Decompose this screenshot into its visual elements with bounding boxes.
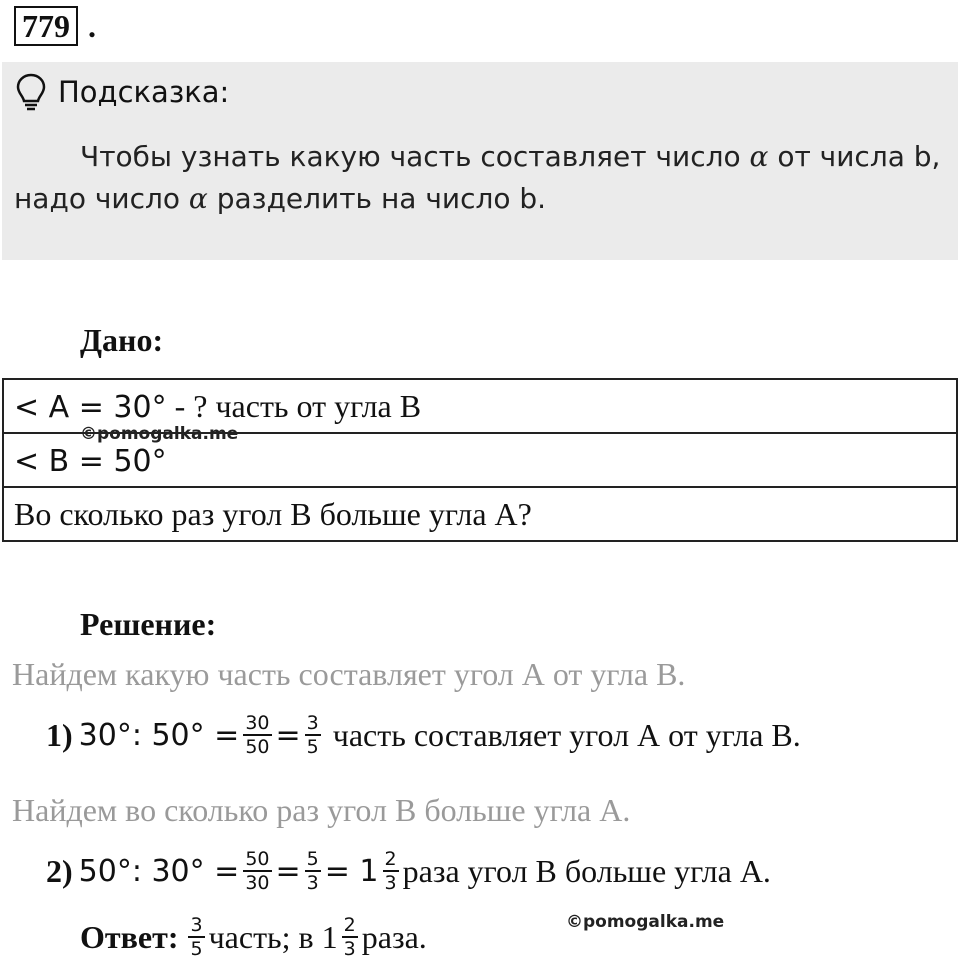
given-table bbox=[2, 378, 958, 542]
solution-step-1 bbox=[46, 712, 801, 758]
hint-line1-end: от числа b, bbox=[768, 140, 941, 173]
given-text: - ? часть от угла B bbox=[166, 387, 422, 424]
fraction-denominator: 3 bbox=[384, 872, 397, 894]
fraction bbox=[188, 914, 204, 960]
fraction-numerator: 30 bbox=[245, 712, 270, 734]
fraction-denominator: 3 bbox=[306, 872, 319, 894]
answer-text-2: раза. bbox=[361, 918, 427, 955]
given-text: Во сколько раз угол В больше угла А? bbox=[14, 495, 532, 532]
fraction-numerator: 2 bbox=[384, 848, 397, 870]
fraction-numerator: 3 bbox=[190, 914, 203, 936]
hint-text bbox=[14, 136, 944, 220]
hint-var-a: α bbox=[749, 140, 769, 173]
solution-hint-1: Найдем какую часть составляет угол А от угла В. bbox=[12, 656, 686, 692]
fraction-denominator: 30 bbox=[245, 872, 270, 894]
step-number: 1) bbox=[46, 716, 73, 753]
fraction bbox=[342, 914, 358, 960]
equals-one: = 1 bbox=[324, 853, 379, 889]
fraction-numerator: 50 bbox=[245, 848, 270, 870]
hint-line2-end: разделить на число b. bbox=[207, 182, 547, 215]
given-math: < A = 30° bbox=[14, 389, 167, 425]
hint-line1-start: Чтобы узнать какую часть составляет число bbox=[80, 140, 750, 173]
fraction bbox=[383, 848, 399, 894]
task-number: 779 bbox=[14, 6, 78, 46]
given-row bbox=[3, 487, 957, 541]
equals-sign: = bbox=[275, 853, 301, 889]
solution-step-2 bbox=[46, 848, 771, 894]
step-expression: 50°: 30° = bbox=[78, 853, 240, 889]
solution-heading: Решение: bbox=[80, 606, 217, 642]
hint-var-a2: α bbox=[188, 182, 208, 215]
fraction-denominator: 50 bbox=[245, 736, 270, 758]
answer-line bbox=[80, 914, 427, 960]
step-text: часть составляет угол А от угла В. bbox=[324, 716, 801, 753]
equals-sign: = bbox=[275, 717, 301, 753]
fraction-numerator: 2 bbox=[343, 914, 356, 936]
fraction bbox=[243, 848, 271, 894]
given-cell bbox=[3, 487, 957, 541]
hint-title: Подсказка: bbox=[58, 75, 230, 109]
given-heading: Дано: bbox=[80, 322, 164, 358]
lightbulb-icon bbox=[14, 72, 48, 112]
fraction-denominator: 3 bbox=[343, 938, 356, 960]
fraction-numerator: 5 bbox=[306, 848, 319, 870]
fraction-denominator: 5 bbox=[306, 736, 319, 758]
step-expression: 30°: 50° = bbox=[78, 717, 240, 753]
watermark: ©pomogalka.me bbox=[566, 912, 725, 932]
task-number-dot: . bbox=[88, 8, 96, 44]
fraction-denominator: 5 bbox=[190, 938, 203, 960]
answer-label: Ответ: bbox=[80, 918, 179, 955]
watermark: ©pomogalka.me bbox=[80, 424, 239, 444]
step-number: 2) bbox=[46, 852, 73, 889]
answer-text-1: часть; в 1 bbox=[208, 918, 338, 955]
hint-line2-start: надо число bbox=[14, 182, 189, 215]
fraction bbox=[305, 712, 321, 758]
step-text: раза угол В больше угла А. bbox=[402, 852, 771, 889]
given-math: < B = 50° bbox=[14, 443, 167, 479]
fraction-numerator: 3 bbox=[306, 712, 319, 734]
fraction bbox=[305, 848, 321, 894]
fraction bbox=[243, 712, 271, 758]
solution-hint-2: Найдем во сколько раз угол В больше угла А. bbox=[12, 792, 631, 828]
